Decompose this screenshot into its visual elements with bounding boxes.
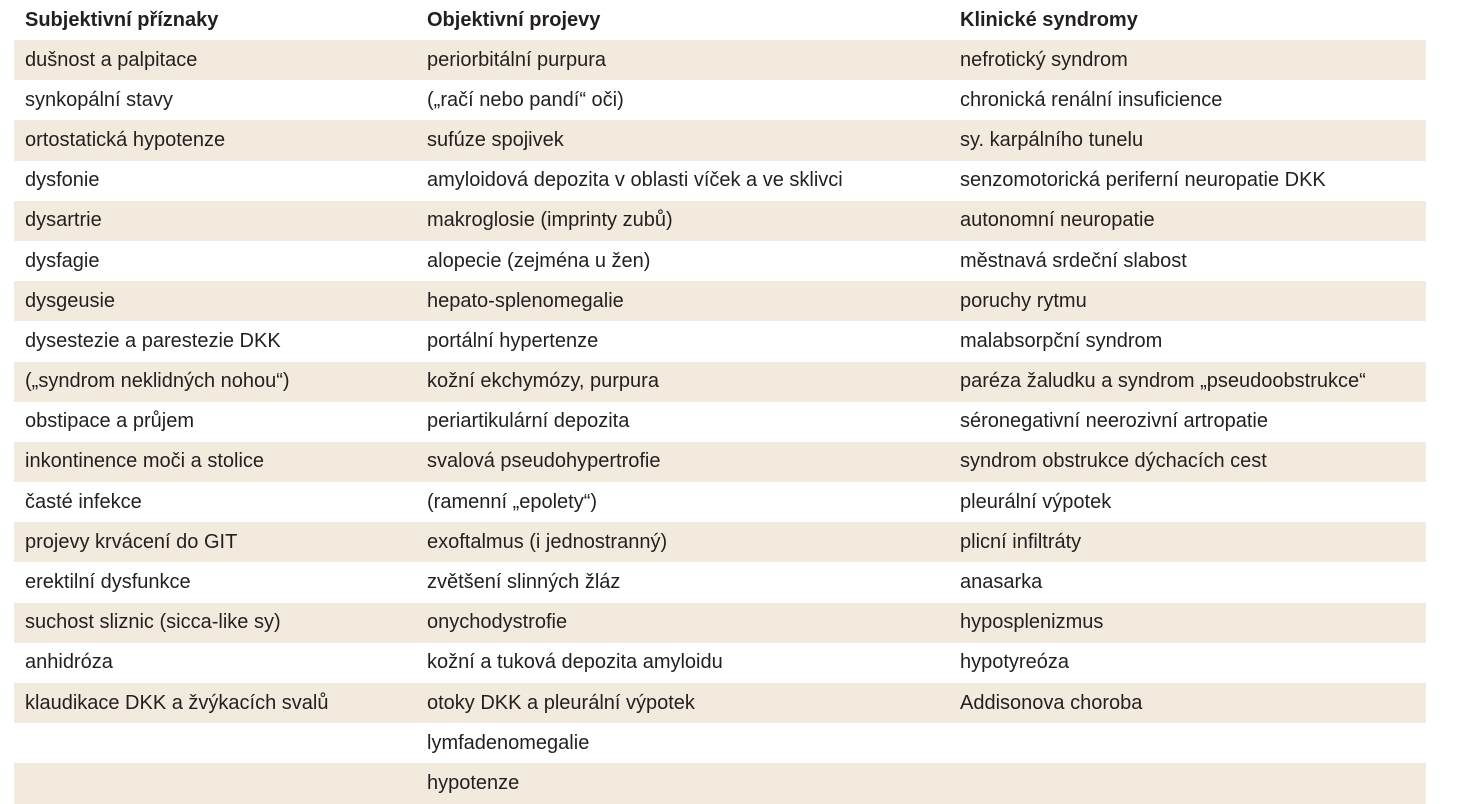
table-cell: hyposplenizmus xyxy=(960,611,1104,634)
table-cell: pleurální výpotek xyxy=(960,490,1112,513)
table-cell: paréza žaludku a syndrom „pseudoobstrukce“ xyxy=(960,370,1366,393)
table-row xyxy=(14,120,1426,160)
table-cell: dysfonie xyxy=(25,169,100,192)
table-cell: kožní ekchymózy, purpura xyxy=(427,370,659,393)
table-cell: dysgeusie xyxy=(25,289,116,312)
header-objective: Objektivní projevy xyxy=(427,8,601,31)
table-cell: („račí nebo pandí“ oči) xyxy=(427,88,624,111)
table-row xyxy=(14,281,1426,321)
table-cell: periartikulární depozita xyxy=(427,410,630,433)
table-cell: alopecie (zejména u žen) xyxy=(427,249,651,272)
table-cell: synkopální stavy xyxy=(25,88,173,111)
symptoms-table xyxy=(14,0,1426,804)
table-cell: senzomotorická periferní neuropatie DKK xyxy=(960,169,1326,192)
table-row xyxy=(14,643,1426,683)
table-cell: (ramenní „epolety“) xyxy=(427,490,598,513)
table-cell: hypotenze xyxy=(427,771,520,794)
table-row xyxy=(14,80,1426,120)
table-cell: chronická renální insuficience xyxy=(960,88,1223,111)
table-cell: anasarka xyxy=(960,571,1043,594)
table-cell: erektilní dysfunkce xyxy=(25,571,191,594)
table-cell: portální hypertenze xyxy=(427,329,599,352)
table-cell: makroglosie (imprinty zubů) xyxy=(427,209,673,232)
table-cell: plicní infiltráty xyxy=(960,530,1082,553)
table-cell: lymfadenomegalie xyxy=(427,731,590,754)
table-cell: dysfagie xyxy=(25,249,100,272)
table-cell: dušnost a palpitace xyxy=(25,48,198,71)
table-cell: hepato-splenomegalie xyxy=(427,289,624,312)
table-row xyxy=(14,442,1426,482)
table-row xyxy=(14,201,1426,241)
table-row xyxy=(14,603,1426,643)
table-cell: exoftalmus (i jednostranný) xyxy=(427,530,668,553)
table-row xyxy=(14,402,1426,442)
table-cell: („syndrom neklidných nohou“) xyxy=(25,370,290,393)
table-cell: séronegativní neerozivní artropatie xyxy=(960,410,1268,433)
table-cell: otoky DKK a pleurální výpotek xyxy=(427,691,695,714)
table-cell: anhidróza xyxy=(25,651,113,674)
table-row xyxy=(14,241,1426,281)
table-cell: svalová pseudohypertrofie xyxy=(427,450,661,473)
table-cell: Addisonova choroba xyxy=(960,691,1143,714)
table-cell: časté infekce xyxy=(25,490,142,513)
header-subjective: Subjektivní příznaky xyxy=(25,8,219,31)
table-row xyxy=(14,482,1426,522)
table-cell: projevy krvácení do GIT xyxy=(25,530,238,553)
table-cell: dysestezie a parestezie DKK xyxy=(25,329,281,352)
table-cell: syndrom obstrukce dýchacích cest xyxy=(960,450,1267,473)
table-cell: suchost sliznic (sicca-like sy) xyxy=(25,611,281,634)
table-cell: malabsorpční syndrom xyxy=(960,329,1163,352)
table-cell: nefrotický syndrom xyxy=(960,48,1128,71)
table-row xyxy=(14,362,1426,402)
table-cell: periorbitální purpura xyxy=(427,48,606,71)
table-row xyxy=(14,321,1426,361)
table-cell: obstipace a průjem xyxy=(25,410,194,433)
table-header-row xyxy=(14,0,1426,40)
table-cell: hypotyreóza xyxy=(960,651,1069,674)
table-cell: kožní a tuková depozita amyloidu xyxy=(427,651,723,674)
table-body xyxy=(14,40,1426,804)
table-cell: onychodystrofie xyxy=(427,611,568,634)
table-row xyxy=(14,723,1426,763)
table-cell: sufúze spojivek xyxy=(427,128,564,151)
table-cell: inkontinence moči a stolice xyxy=(25,450,265,473)
table-cell: zvětšení slinných žláz xyxy=(427,571,621,594)
table-cell: autonomní neuropatie xyxy=(960,209,1155,232)
table-cell: amyloidová depozita v oblasti víček a ve sklivci xyxy=(427,169,843,192)
table-cell: dysartrie xyxy=(25,209,102,232)
table-row xyxy=(14,522,1426,562)
table-row xyxy=(14,683,1426,723)
table-row xyxy=(14,40,1426,80)
table-row xyxy=(14,161,1426,201)
header-syndromes: Klinické syndromy xyxy=(960,8,1138,31)
table-cell: klaudikace DKK a žvýkacích svalů xyxy=(25,691,329,714)
table-cell: městnavá srdeční slabost xyxy=(960,249,1187,272)
table-row xyxy=(14,562,1426,602)
table-cell: sy. karpálního tunelu xyxy=(960,128,1144,151)
table-row xyxy=(14,763,1426,803)
table-cell: poruchy rytmu xyxy=(960,289,1087,312)
table-cell: ortostatická hypotenze xyxy=(25,128,226,151)
